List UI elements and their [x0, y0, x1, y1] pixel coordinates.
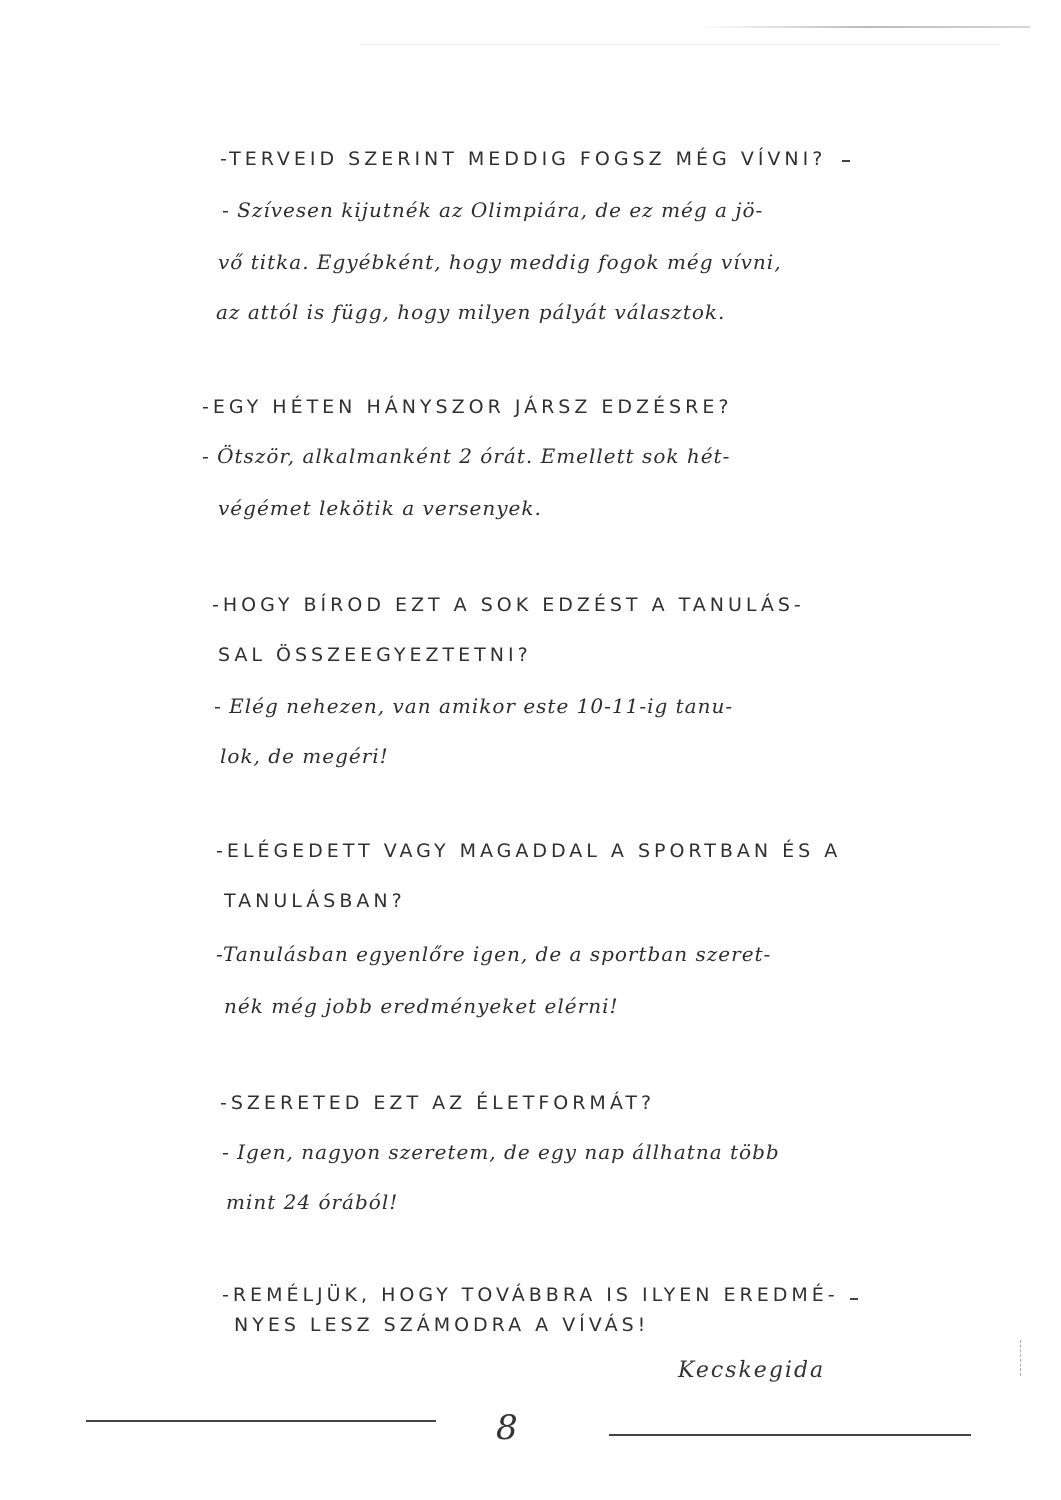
- footer-rule-left: [86, 1420, 436, 1422]
- answer-2-line-2: végémet lekötik a versenyek.: [218, 496, 542, 520]
- answer-1-line-3: az attól is függ, hogy milyen pályát választok.: [216, 300, 726, 324]
- question-4-line-2: TANULÁSBAN?: [224, 890, 406, 912]
- question-3-line-1: -HOGY BÍROD EZT A SOK EDZÉST A TANULÁS-: [212, 594, 805, 616]
- answer-5-line-2: mint 24 órából!: [226, 1190, 399, 1214]
- scan-edge-shadow: [360, 44, 1000, 45]
- question-3-line-2: SAL ÖSSZEEGYEZTETNI?: [218, 644, 532, 666]
- trailing-dash: [850, 1298, 858, 1300]
- closing-line-1: -REMÉLJÜK, HOGY TOVÁBBRA IS ILYEN EREDMÉ-: [222, 1284, 839, 1306]
- page-number: 8: [496, 1408, 518, 1448]
- signature: Kecskegida: [678, 1358, 826, 1383]
- answer-4-line-2: nék még jobb eredményeket elérni!: [224, 994, 619, 1018]
- answer-4-line-1: -Tanulásban egyenlőre igen, de a sportban szeret-: [216, 942, 772, 966]
- answer-5-line-1: - Igen, nagyon szeretem, de egy nap állhatna több: [222, 1140, 780, 1164]
- answer-1-line-1: - Szívesen kijutnék az Olimpiára, de ez még a jö-: [222, 198, 764, 222]
- answer-2-line-1: - Ötször, alkalmanként 2 órát. Emellett sok hét-: [202, 444, 731, 468]
- question-1-line-1: -TERVEID SZERINT MEDDIG FOGSZ MÉG VÍVNI?: [220, 148, 827, 170]
- answer-1-line-2: vő titka. Egyébként, hogy meddig fogok még vívni,: [218, 250, 782, 274]
- answer-3-line-2: lok, de megéri!: [220, 744, 389, 768]
- footer-rule-right: [609, 1434, 971, 1436]
- answer-3-line-1: - Elég nehezen, van amikor este 10-11-ig tanu-: [214, 694, 734, 718]
- trailing-dash: [842, 160, 850, 162]
- question-5-line-1: -SZERETED EZT AZ ÉLETFORMÁT?: [220, 1092, 656, 1114]
- closing-line-2: NYES LESZ SZÁMODRA A VÍVÁS!: [234, 1314, 650, 1336]
- question-4-line-1: -ELÉGEDETT VAGY MAGADDAL A SPORTBAN ÉS A: [216, 840, 842, 862]
- margin-scan-mark: [1020, 1340, 1033, 1376]
- scan-edge-mark: [700, 26, 1030, 28]
- question-2-line-1: -EGY HÉTEN HÁNYSZOR JÁRSZ EDZÉSRE?: [202, 396, 733, 418]
